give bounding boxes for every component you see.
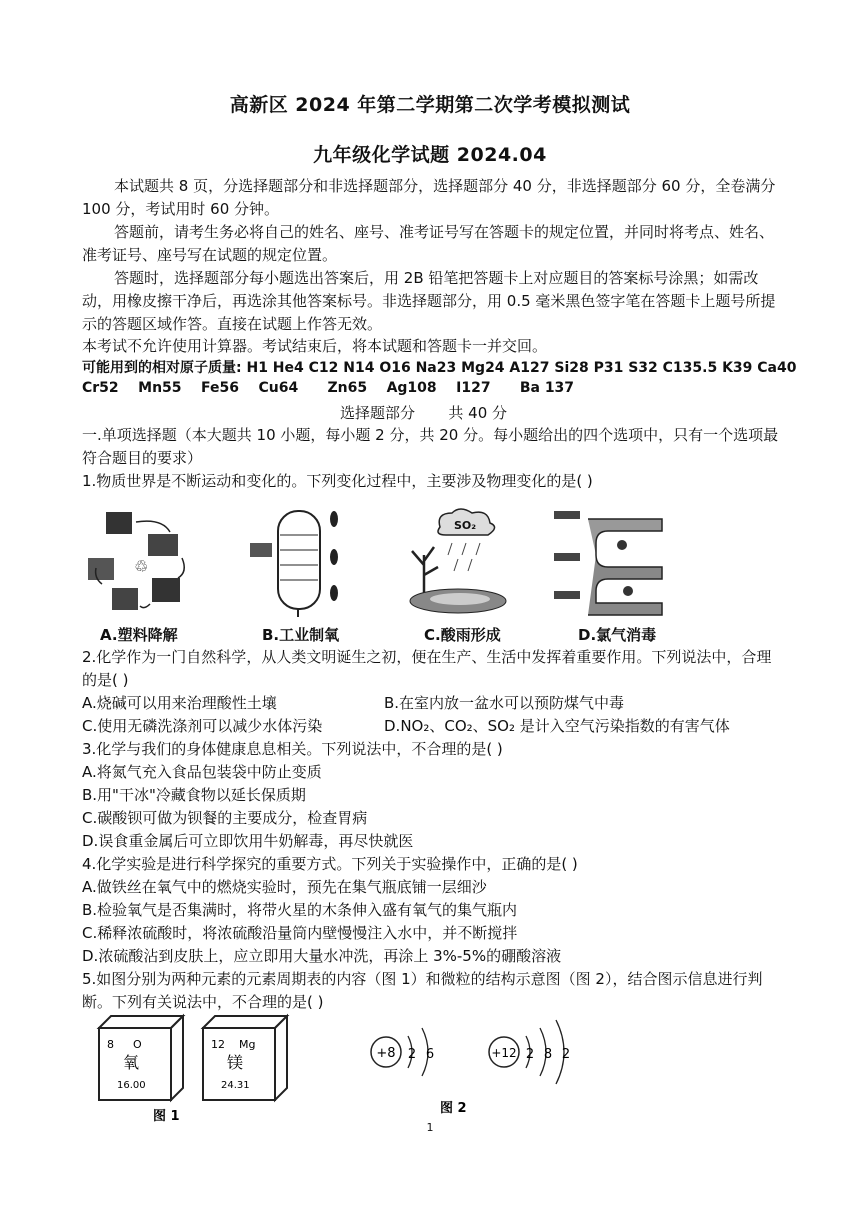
instruction-3: 答题时，选择题部分每小题选出答案后，用 2B 铅笔把答题卡上对应题目的答案标号涂黑；如需改动，用橡皮擦干净后，再选涂其他答案标号。非选择题部分，用 0.5 毫米黑色签字笔在答题卡上题号所提示的答题区域作答。直接在试题上作答无效。 [82, 269, 776, 333]
instruction-4: 本考试不允许使用计算器。考试结束后，将本试题和答题卡一并交回。 [82, 337, 548, 355]
magnesium-symbol: Mg [239, 1038, 256, 1051]
atomic-mass-line-1: 可能用到的相对原子质量: H1 He4 C12 N14 O16 Na23 Mg24 A127 Si28 P31 S32 C135.5 K39 Ca40 [82, 360, 797, 376]
magnesium-shell-2: 8 [543, 1047, 553, 1062]
oxygen-shell-2: 6 [425, 1047, 435, 1062]
magnesium-atom-diagram [489, 1020, 570, 1084]
instruction-1: 本试题共 8 页，分选择题部分和非选择题部分，选择题部分 40 分，非选择题部分 60 分，全卷满分 100 分，考试用时 60 分钟。 [82, 177, 776, 218]
q3-option-b: B.用"干冰"冷藏食物以延长保质期 [82, 786, 306, 804]
q2-stem: 2.化学作为一门自然科学，从人类文明诞生之初，便在生产、生活中发挥着重要作用。下列说法中，合理的是( ) [82, 648, 772, 689]
svg-text:♲: ♲ [134, 557, 149, 576]
q4-option-c: C.稀释浓硫酸时，将浓硫酸沿量筒内壁慢慢注入水中，并不断搅拌 [82, 924, 518, 942]
oxygen-tile [99, 1016, 183, 1100]
oxygen-name: 氧 [123, 1053, 140, 1072]
q2-option-d: D.NO₂、CO₂、SO₂ 是计入空气污染指数的有害气体 [384, 717, 730, 735]
q1-option-b: B.工业制氧 [262, 626, 340, 644]
oxygen-production-figure [248, 505, 358, 620]
chlorine-disinfection-figure [552, 505, 677, 620]
figure-2-caption: 图 2 [440, 1101, 467, 1116]
q2-option-a: A.烧碱可以用来治理酸性土壤 [82, 694, 277, 712]
q4-option-d: D.浓硫酸沾到皮肤上，应立即用大量水冲洗，再涂上 3%-5%的硼酸溶液 [82, 947, 562, 965]
page-number: 1 [426, 1121, 434, 1134]
oxygen-symbol: O [133, 1038, 142, 1051]
so2-label: SO₂ [454, 519, 477, 532]
figure-1-caption: 图 1 [153, 1109, 180, 1124]
q3-option-c: C.碳酸钡可做为钡餐的主要成分，检查胃病 [82, 809, 368, 827]
oxygen-shell-1: 2 [407, 1047, 417, 1062]
q4-option-a: A.做铁丝在氧气中的燃烧实验时，预先在集气瓶底铺一层细沙 [82, 878, 487, 896]
atomic-mass-line-2: Cr52 Mn55 Fe56 Cu64 Zn65 Ag108 I127 Ba 137 [82, 380, 575, 396]
q4-stem: 4.化学实验是进行科学探究的重要方式。下列关于实验操作中，正确的是( ) [82, 855, 578, 873]
q1-option-c: C.酸雨形成 [424, 626, 501, 644]
exam-title: 高新区 2024 年第二学期第二次学考模拟测试 [229, 94, 631, 116]
q1-option-d: D.氯气消毒 [578, 626, 657, 644]
q2-option-b: B.在室内放一盆水可以预防煤气中毒 [384, 694, 625, 712]
oxygen-atom-diagram [371, 1028, 434, 1076]
atomic-structure-figure [360, 1016, 600, 1120]
magnesium-shell-1: 2 [525, 1047, 535, 1062]
magnesium-nucleus: +12 [491, 1046, 517, 1060]
instruction-2: 答题前，请考生务必将自己的姓名、座号、准考证号写在答题卡的规定位置，并同时将考点、姓名、准考证号、座号写在试题的规定位置。 [82, 223, 775, 264]
exam-subtitle: 九年级化学试题 2024.04 [313, 144, 547, 166]
q3-stem: 3.化学与我们的身体健康息息相关。下列说法中，不合理的是( ) [82, 740, 503, 758]
q2-option-c: C.使用无磷洗涤剂可以减少水体污染 [82, 717, 323, 735]
q3-option-d: D.误食重金属后可立即饮用牛奶解毒，再尽快就医 [82, 832, 414, 850]
acid-rain-figure [400, 505, 510, 620]
magnesium-shell-3: 2 [561, 1047, 571, 1062]
oxygen-nucleus: +8 [376, 1046, 396, 1061]
magnesium-mass: 24.31 [221, 1080, 250, 1091]
q5-stem: 5.如图分别为两种元素的元素周期表的内容（图 1）和微粒的结构示意图（图 2），结合图示信息进行判断。下列有关说法中，不合理的是( ) [82, 970, 763, 1011]
q1-option-a: A.塑料降解 [100, 626, 178, 644]
q3-option-a: A.将氮气充入食品包装袋中防止变质 [82, 763, 322, 781]
plastic-degradation-figure [82, 508, 194, 620]
magnesium-name: 镁 [227, 1053, 244, 1072]
oxygen-number: 8 [107, 1038, 114, 1051]
magnesium-number: 12 [211, 1038, 225, 1051]
part-one-instruction: 一.单项选择题（本大题共 10 小题，每小题 2 分，共 20 分。每小题给出的四个选项中，只有一个选项最符合题目的要求） [82, 426, 779, 467]
magnesium-tile [203, 1016, 287, 1100]
oxygen-mass: 16.00 [117, 1080, 146, 1091]
section-heading: 选择题部分 共 40 分 [340, 404, 508, 422]
element-tiles-figure [95, 1012, 295, 1124]
q4-option-b: B.检验氧气是否集满时，将带火星的木条伸入盛有氧气的集气瓶内 [82, 901, 518, 919]
q1-stem: 1.物质世界是不断运动和变化的。下列变化过程中，主要涉及物理变化的是( ) [82, 472, 593, 490]
